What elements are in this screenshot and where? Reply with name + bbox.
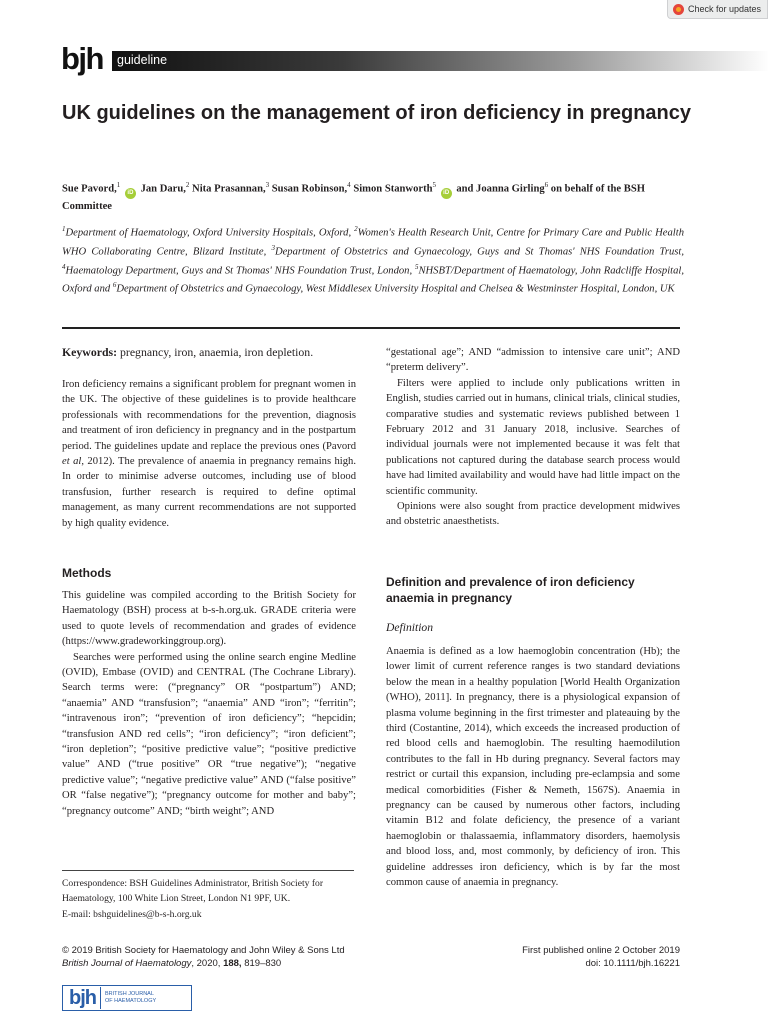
paragraph: Filters were applied to include only publications written in English, studies carried out in humans, clinical trials, clinical studies, comparative studies and systematic reviews published between 1 February 2012 and 31 January 2018, inclusive. Searches of individual journals were not implemented because it was felt that publications not captured during the database search process would have had limited availability and would have had little impact on the scientific community. [386, 377, 680, 497]
abstract-italic: et al [62, 456, 82, 468]
footer-logo-line: OF HAEMATOLOGY [105, 998, 157, 1004]
abstract-text: Iron deficiency remains a significant problem for pregnant women in the UK. The objective of these guidelines is to provide healthcare professionals with recommendations for the prevention, diagnosis and treatment of iron deficiency in pregnancy and in the postpartum period. The guidelines update and replace the previous ones (Pavord [62, 379, 356, 452]
methods-body [62, 588, 356, 819]
abstract-text-end: , 2012). The prevalence of anaemia in pregnancy remains high. In order to minimise adverse outcomes, including use of blood transfusion, further research is required to define optimal management, as many current recommendations are not supported by high quality evidence. [62, 456, 356, 529]
pages: 819–830 [241, 957, 282, 969]
keywords-label: Keywords: [62, 345, 118, 359]
affil-text: Department of Obstetrics and Gynaecology, West Middlesex University Hospital and Chelsea & Westminster Hospital, London, UK [116, 284, 675, 296]
footer-logo-line: BRITISH JOURNAL [105, 991, 154, 997]
author-name: Sue Pavord, [62, 183, 117, 195]
footer-logo-text [101, 991, 156, 1005]
paragraph: “gestational age”; AND “admission to intensive care unit”; AND “preterm delivery”. [386, 347, 680, 374]
definition-heading: Definition and prevalence of iron deficiency anaemia in pregnancy [386, 575, 635, 605]
author-name: Jan Daru, [140, 183, 186, 195]
affil-sup: 4 [62, 262, 66, 271]
section-label: guideline [117, 53, 168, 67]
author-sup: 5 [432, 181, 437, 189]
author-sup: 1 [116, 181, 121, 189]
year: , 2020, [191, 957, 224, 969]
footer-journal-logo [62, 985, 192, 1011]
abstract [62, 377, 356, 531]
journal-logo: bjh [61, 41, 103, 76]
paragraph: This guideline was compiled according to the British Society for Haematology (BSH) process at b-s-h.org.uk. GRADE criteria were used to quote levels of recommendation and grades of evidence (https://www.gradeworkinggroup.org). [62, 590, 356, 648]
check-for-updates-button[interactable] [667, 0, 768, 19]
footer-citation [62, 945, 345, 970]
affil-sup: 5 [414, 262, 419, 271]
footnote-divider [62, 870, 354, 871]
footer-logo-mark: bjh [63, 987, 101, 1009]
affiliations [62, 222, 684, 297]
crossmark-icon [673, 4, 684, 15]
methods-heading: Methods [62, 566, 112, 580]
author-name: and Joanna Girling [456, 183, 545, 195]
volume: 188, [223, 957, 242, 969]
affil-sup: 6 [112, 281, 117, 290]
author-list [62, 178, 682, 214]
check-for-updates-label: Check for updates [688, 4, 762, 14]
definition-subheading: Definition [386, 621, 434, 634]
author-name: Susan Robinson, [271, 183, 348, 195]
article-title: UK guidelines on the management of iron deficiency in pregnancy [62, 102, 691, 124]
correspondence-address: Correspondence: BSH Guidelines Administrator, British Society for Haematology, 100 White Lion Street, London N1 9PF, UK. [62, 878, 324, 905]
keywords [62, 345, 358, 360]
author-sup: 6 [544, 181, 549, 189]
affil-sup: 3 [271, 243, 275, 252]
paragraph: Anaemia is defined as a low haemoglobin concentration (Hb); the lower limit of current reference ranges is two standard deviations below the mean in a healthy population [World Health Organization (WHO), 2011]. In pregnancy, there is a physiological expansion of plasma volume beginning in the first trimester and plateauing by the third (Costantine, 2014), which exceeds the increased production of red blood cells and haemoglobin. The resulting haemodilution contributes to the fall in Hb during pregnancy. Several factors may restrict or curtail this expansion, including pre-eclampsia and some medical comorbidities (Fisher & Nemeth, 1567S). Anaemia in pregnancy can be caused by numerous other factors, including vitamin B12 and folate deficiency, the presence of a variant haemoglobin or thalassaemia, inflammatory disorders, haemolysis and blood loss, and, most commonly, by deficiency of iron. This guideline addresses iron deficiency, which is by far the most common cause of anaemia in pregnancy. [386, 646, 680, 889]
doi[interactable]: doi: 10.1111/bjh.16221 [585, 957, 680, 969]
correspondence [62, 876, 356, 922]
author-sup: 3 [265, 181, 270, 189]
definition-body [386, 644, 680, 891]
published-date: First published online 2 October 2019 [522, 945, 680, 956]
header-divider [62, 327, 680, 329]
orcid-icon[interactable]: iD [441, 188, 452, 199]
affil-text: Women's Health Research Unit, Centre for Primary Care and Public Health WHO Collaborating Centre, Blizard Institute, [62, 227, 684, 258]
journal-name: British Journal of Haematology [62, 957, 192, 969]
affil-sup: 2 [354, 225, 358, 233]
affil-text: NHSBT/Department of Haematology, John Radcliffe Hospital, Oxford and [62, 265, 684, 296]
author-sup: 4 [347, 181, 351, 189]
methods-continued [386, 345, 680, 530]
paragraph: Opinions were also sought from practice development midwives and obstetric anaesthetists. [386, 501, 680, 528]
author-sup: 2 [185, 181, 190, 189]
correspondence-email[interactable]: E-mail: bshguidelines@b-s-h.org.uk [62, 908, 202, 920]
affil-text: Haematology Department, Guys and St Thomas' NHS Foundation Trust, London, [65, 265, 415, 277]
author-tail: on behalf of the BSH Committee [62, 183, 645, 212]
affil-sup: 1 [62, 225, 66, 233]
author-name: Nita Prasannan, [192, 183, 266, 195]
orcid-icon[interactable]: iD [125, 188, 136, 199]
keywords-text: pregnancy, iron, anaemia, iron depletion. [117, 345, 314, 359]
affil-text: Department of Obstetrics and Gynaecology, Guys and St Thomas' NHS Foundation Trust, [274, 246, 684, 258]
copyright: © 2019 British Society for Haematology and John Wiley & Sons Ltd [62, 945, 345, 956]
paragraph: Searches were performed using the online search engine Medline (OVID), Embase (OVID) and CENTRAL (The Cochrane Library). Search terms were: (“pregnancy” OR “postpartum”) AND; “anaemia” AND “transfusion”; “anaemia” AND “iron”; “ferritin”; “intravenous iron”; “prevention of iron deficiency”; “hepcidin; “transfusion AND red cells”; “iron deficiency”; “iron deficient”; “iron depletion”; “positive predictive value”; “positive predictive value” AND (“true positive” OR “true negative”); “negative predictive value”; “negative predictive value” AND (“false positive” OR “false negative”); “pregnancy outcome for mother and baby”; “pregnancy outcome” AND; “birth weight”; AND [62, 651, 356, 817]
section-band [112, 51, 768, 71]
affil-text: Department of Haematology, Oxford University Hospitals, Oxford, [65, 227, 355, 239]
footer-publication [480, 945, 680, 970]
author-name: Simon Stanworth [353, 183, 433, 195]
